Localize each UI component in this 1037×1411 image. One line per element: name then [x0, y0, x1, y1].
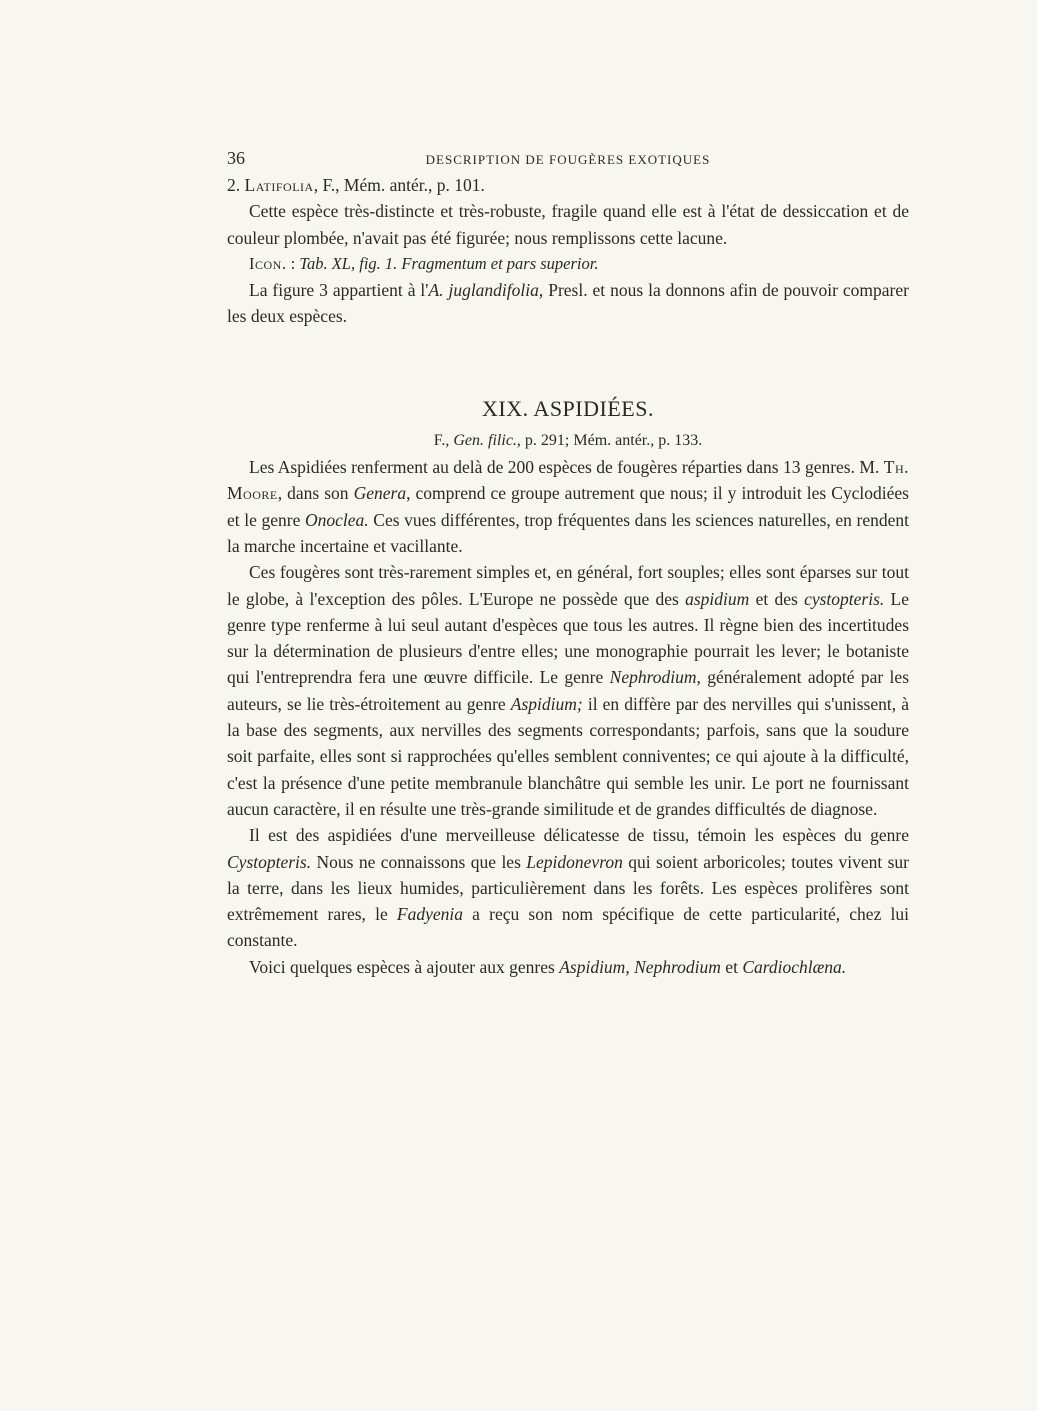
reference-italic: Gen. filic.: [453, 431, 517, 449]
italic-term: Cardiochlæna.: [742, 956, 847, 977]
text-run: Le genre type renferme à lui seul autant d'espèces que tous les autres. Il règne bien des incertitudes sur la détermination de plusieurs d'entre elles; une monographie pourrait les lever; le botaniste qui l'entreprendra fera une œuvre difficile. Le genre: [227, 588, 909, 688]
text-run: et: [720, 956, 743, 977]
italic-term: Aspidium, Nephrodium: [559, 956, 721, 977]
italic-term: Genera: [353, 483, 407, 504]
text-run: Ces vues différentes, trop fréquentes dans les sciences naturelles, en rendent la marche incertaine et vacillante.: [227, 509, 909, 556]
paragraph-2: [227, 559, 909, 822]
text-run: Nous ne connaissons que les: [311, 851, 527, 872]
paragraph-1: [227, 454, 909, 559]
entry-number: 2.: [227, 175, 241, 195]
page-number: 36: [227, 148, 245, 168]
italic-term: Cystopteris.: [227, 851, 312, 872]
paragraph-4: [227, 954, 909, 980]
text-run: Il est des aspidiées d'une merveilleuse délicatesse de tissu, témoin les espèces du genre: [249, 825, 909, 846]
entry-name: Latifolia: [244, 175, 314, 195]
icon-text: Tab. XL, fig. 1. Fragmentum et pars superior.: [299, 253, 599, 273]
figure-note-species: A. juglandifolia: [428, 280, 539, 301]
icon-reference: [227, 251, 909, 277]
text-run: Voici quelques espèces à ajouter aux genres: [249, 956, 560, 977]
text-run: , généralement adopté par les auteurs, se lie très-étroitement au genre: [227, 667, 909, 714]
text-run: Ces fougères sont très-rarement simples et, en général, fort souples; elles sont éparses sur tout le globe, à l'exception des pôles. L'Europe ne possède que des: [227, 562, 909, 609]
running-title: DESCRIPTION DE FOUGÈRES EXOTIQUES: [425, 152, 711, 167]
text-run: et des: [749, 588, 805, 609]
italic-term: aspidium: [685, 588, 750, 609]
figure-note-text: La figure 3 appartient à l': [249, 280, 429, 301]
text-run: Les Aspidiées renferment au delà de 200 espèces de fougères réparties dans 13 genres. M.: [249, 457, 884, 478]
section-reference: [227, 428, 909, 454]
italic-term: Nephrodium: [609, 667, 697, 688]
text-run: , dans son: [277, 483, 354, 504]
reference-text: , p. 291; Mém. antér., p. 133.: [516, 431, 703, 449]
entry-reference: , F., Mém. antér., p. 101.: [313, 175, 485, 195]
entry-heading: [227, 172, 909, 198]
text-run: il en diffère par des nervilles qui s'unissent, à la base des segments, aux nervilles des segments correspondants; parfois, sans que la soudure soit parfaite, elles sont si rapprochées qu'elles semblent conniventes; ce qui ajoute à la difficulté, c'est la présence d'une petite membranule blanchâtre qui semble les unir. Le port ne fournissant aucun caractère, il en résulte une très-grande similitude et de grandes difficultés de diagnose.: [227, 693, 909, 819]
author-name: Th. Moore: [227, 457, 909, 504]
italic-term: Aspidium;: [510, 693, 583, 714]
italic-term: Fadyenia: [396, 904, 463, 925]
section-title: XIX. ASPIDIÉES.: [482, 395, 654, 421]
entry-paragraph: Cette espèce très-distincte et très-robuste, fragile quand elle est à l'état de dessiccation et de couleur plombée, n'avait pas été figurée; nous remplissons cette lacune.: [227, 201, 909, 248]
figure-note-text: , Presl. et nous la donnons afin de pouvoir comparer les deux espèces.: [227, 280, 909, 327]
text-run: a reçu son nom spécifique de cette particularité, chez lui constante.: [227, 904, 909, 951]
figure-note: [227, 277, 909, 330]
text-run: , comprend ce groupe autrement que nous; il y introduit les Cyclodiées et le genre: [227, 483, 909, 530]
page-content: [227, 146, 909, 980]
text-run: qui soient arboricoles; toutes vivent sur la terre, dans les lieux humides, particulièrement dans les forêts. Les espèces prolifères sont extrêmement rares, le: [227, 851, 909, 925]
italic-term: Onoclea.: [305, 509, 369, 530]
italic-term: cystopteris.: [804, 588, 885, 609]
icon-label: Icon.: [249, 253, 287, 273]
page-header: [227, 146, 909, 172]
reference-text: F.,: [433, 431, 454, 449]
italic-term: Lepidonevron: [526, 851, 623, 872]
paragraph-3: [227, 822, 909, 953]
icon-colon: :: [286, 253, 300, 273]
